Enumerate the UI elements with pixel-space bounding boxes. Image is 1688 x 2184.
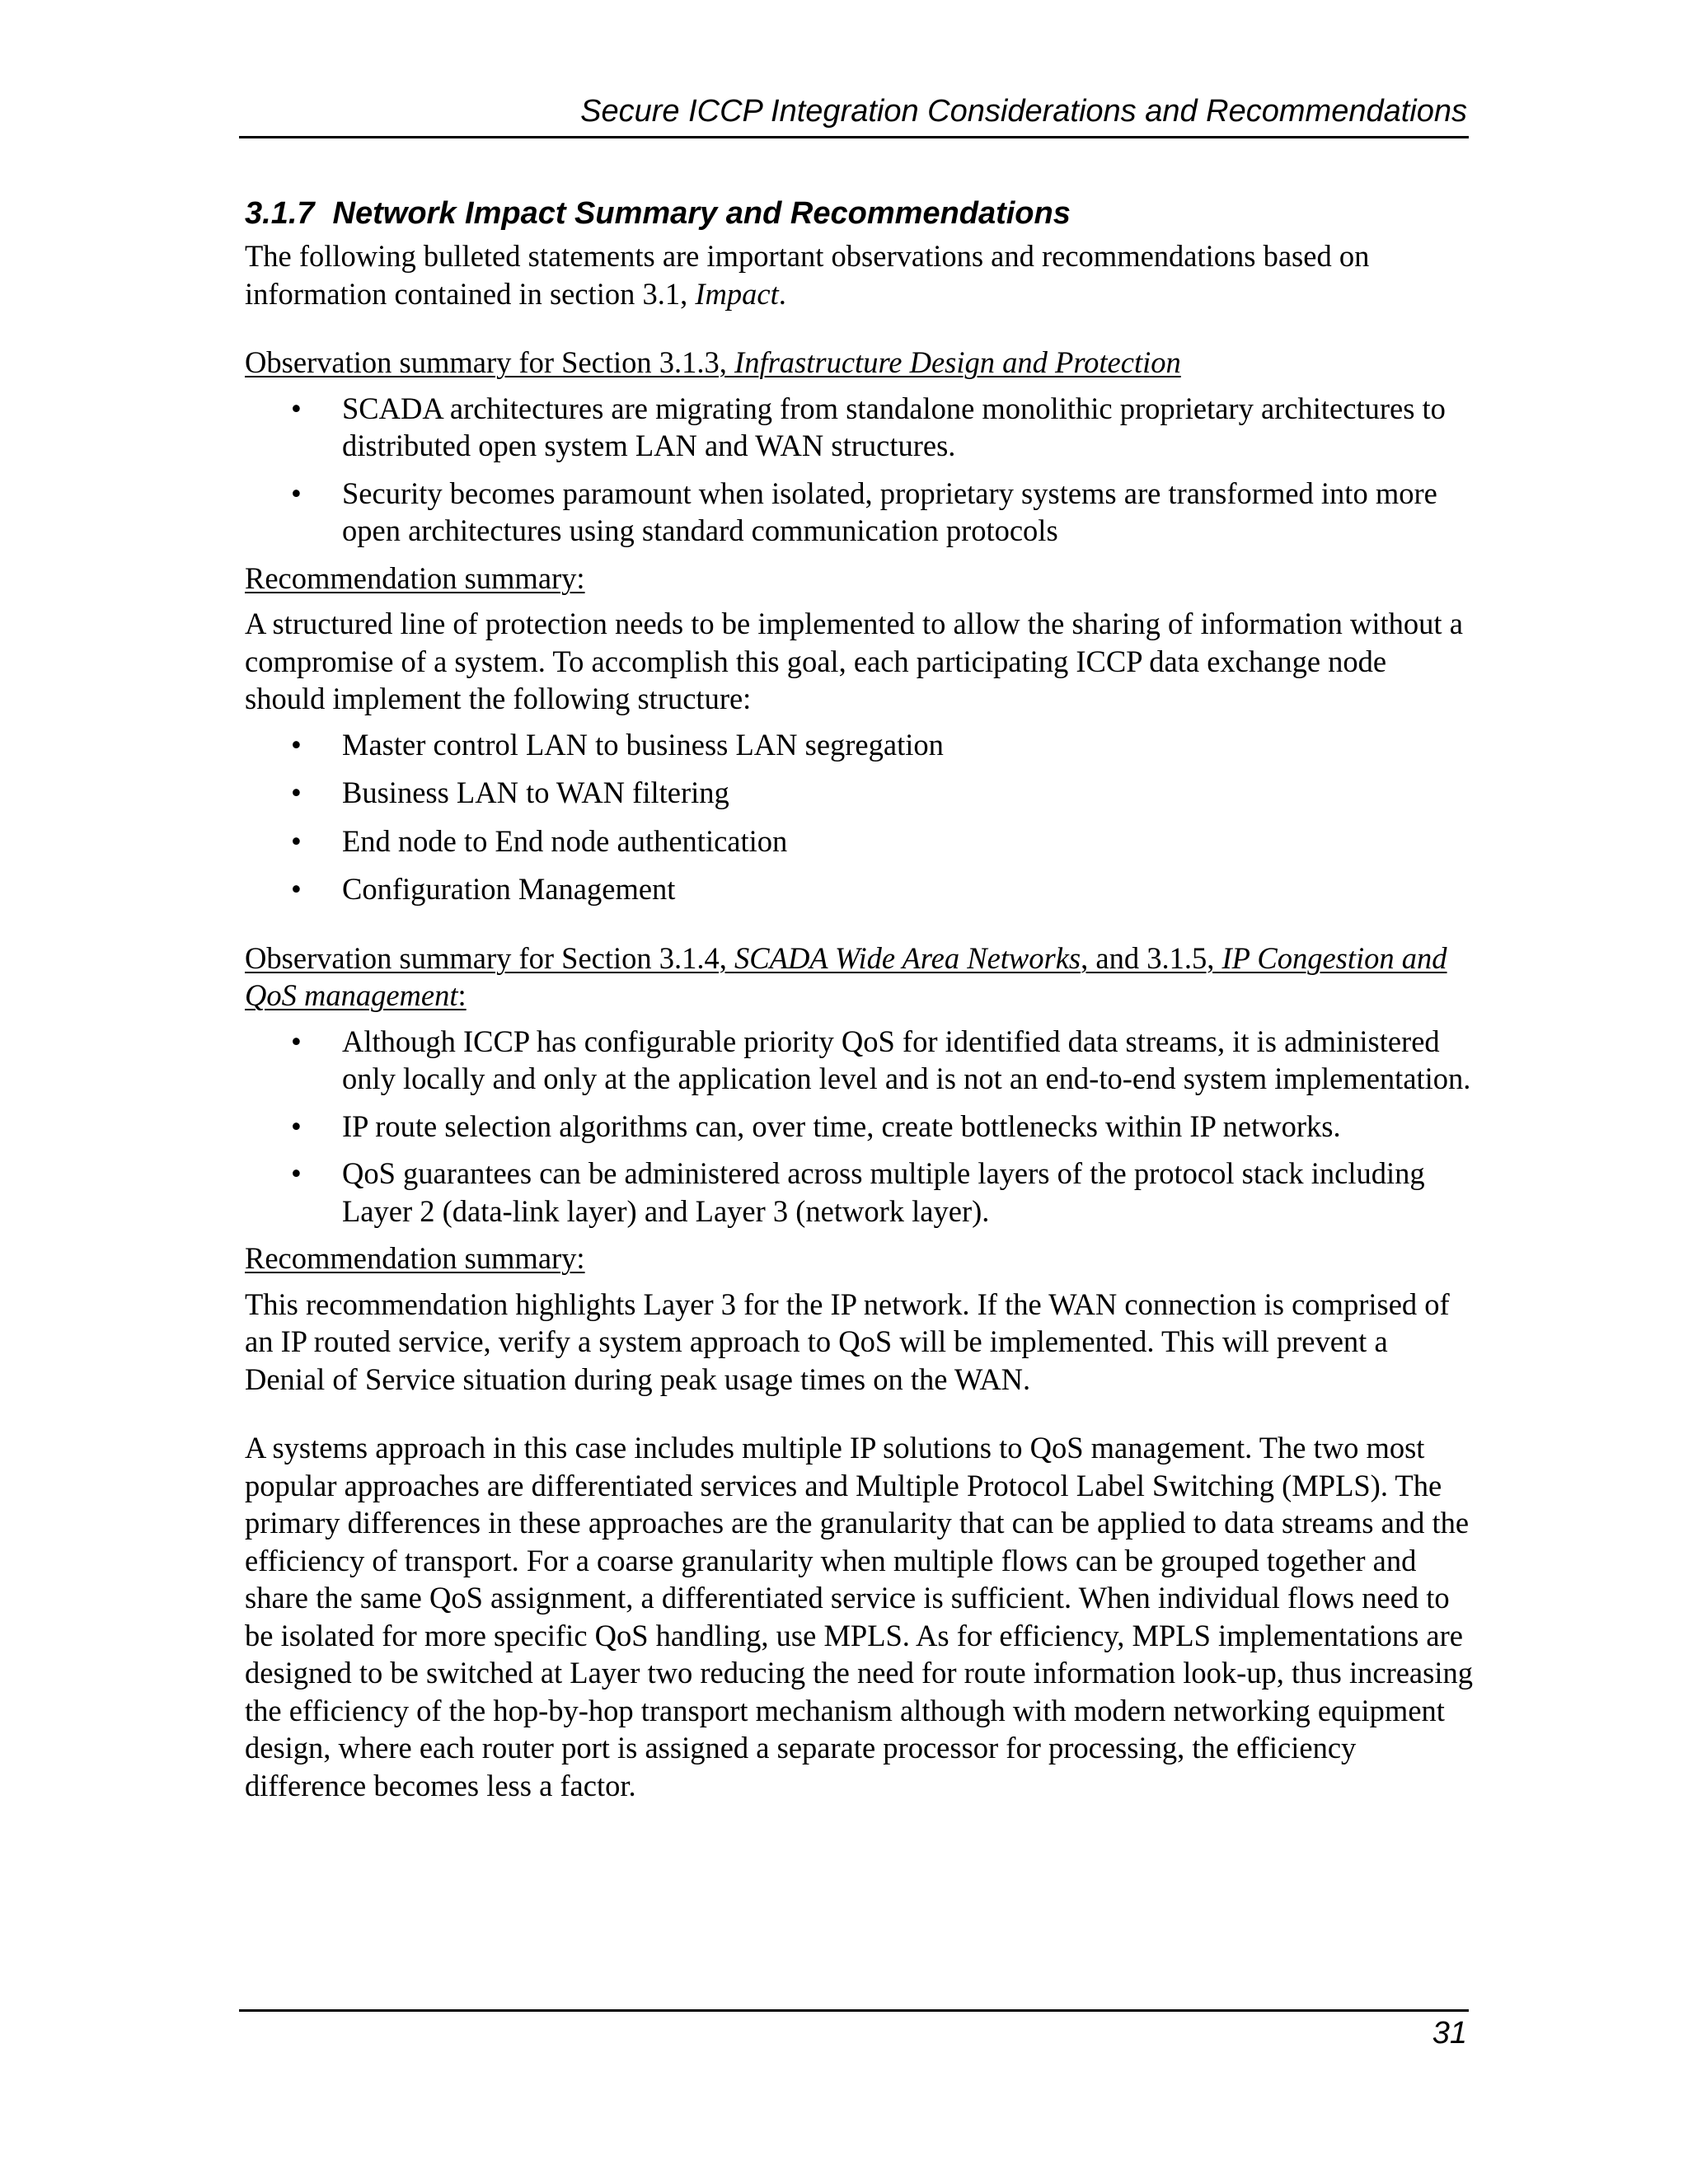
bullet-icon: • bbox=[291, 872, 302, 906]
list-item bbox=[245, 823, 1473, 860]
intro-paragraph bbox=[245, 237, 1473, 312]
list-item-text: IP route selection algorithms can, over time, create bottlenecks within IP networks. bbox=[342, 1108, 1341, 1143]
list-item-text: SCADA architectures are migrating from standalone monolithic proprietary architectures to distributed open system LAN and WAN structures. bbox=[342, 391, 1446, 462]
page-content bbox=[245, 194, 1473, 1804]
section-number: 3.1.7 bbox=[245, 196, 315, 231]
list-item-text: Business LAN to WAN filtering bbox=[342, 776, 729, 809]
obs2-bullet-list bbox=[245, 1023, 1473, 1230]
obs1-heading-prefix: Observation summary for Section 3.1.3, bbox=[245, 345, 735, 379]
list-item-text: Security becomes paramount when isolated, proprietary systems are transformed into more open architectures using standard communication protocols bbox=[342, 476, 1437, 547]
list-item bbox=[245, 1155, 1473, 1230]
obs1-bullet-list bbox=[245, 390, 1473, 550]
list-item bbox=[245, 870, 1473, 908]
obs1-heading bbox=[245, 344, 1473, 382]
section-heading bbox=[245, 194, 1473, 232]
rec2-heading: Recommendation summary: bbox=[245, 1241, 585, 1275]
bullet-icon: • bbox=[291, 776, 302, 809]
closing-paragraph: A systems approach in this case includes multiple IP solutions to QoS management. The two most popular approaches are differentiated services and Multiple Protocol Label Switching (MPLS). The primary differences in these approaches are the granularity that can be applied to data streams and the efficiency of transport. For a coarse granularity when multiple flows can be grouped together and share the same QoS assignment, a differentiated service is sufficient. When individual flows need to be isolated for more specific QoS handling, use MPLS. As for efficiency, MPLS implementations are designed to be switched at Layer two reducing the need for route information look-up, thus increasing the efficiency of the hop-by-hop transport mechanism although with modern networking equipment design, where each router port is assigned a separate processor for processing, the efficiency difference becomes less a factor. bbox=[245, 1431, 1473, 1802]
list-item-text: Configuration Management bbox=[342, 872, 676, 906]
bullet-icon: • bbox=[291, 727, 302, 762]
list-item bbox=[245, 1023, 1473, 1098]
bullet-icon: • bbox=[291, 823, 302, 858]
list-item bbox=[245, 475, 1473, 550]
list-item bbox=[245, 390, 1473, 465]
section-title: Network Impact Summary and Recommendations bbox=[332, 196, 1071, 231]
bullet-icon: • bbox=[291, 1108, 302, 1143]
bullet-icon: • bbox=[291, 1024, 302, 1058]
list-item-text: Master control LAN to business LAN segregation bbox=[342, 727, 944, 762]
list-item-text: Although ICCP has configurable priority QoS for identified data streams, it is administered only locally and only at the application level and is not an end-to-end system implementation. bbox=[342, 1024, 1471, 1095]
obs2-heading-mid: , and 3.1.5, bbox=[1081, 940, 1222, 975]
intro-period: . bbox=[778, 276, 786, 311]
rec2-paragraph: This recommendation highlights Layer 3 for the IP network. If the WAN connection is comprised of an IP routed service, verify a system approach to QoS will be implemented. This will prevent a Denial of Service situation during peak usage times on the WAN. bbox=[245, 1286, 1450, 1396]
list-item-text: QoS guarantees can be administered across multiple layers of the protocol stack including Layer 2 (data-link layer) and Layer 3 (network layer). bbox=[342, 1156, 1425, 1228]
rec1-bullet-list bbox=[245, 726, 1473, 908]
rec1-paragraph: A structured line of protection needs to be implemented to allow the sharing of information without a compromise of a system. To accomplish this goal, each participating ICCP data exchange node should implement the following structure: bbox=[245, 607, 1463, 715]
running-header: Secure ICCP Integration Considerations and Recommendations bbox=[580, 94, 1467, 129]
obs2-heading-italic-2: IP Congestion and QoS management bbox=[245, 940, 1447, 1012]
obs1-heading-italic: Infrastructure Design and Protection bbox=[734, 345, 1181, 379]
page-number: 31 bbox=[1432, 2016, 1467, 2050]
rec1-heading: Recommendation summary: bbox=[245, 560, 585, 595]
list-item-text: End node to End node authentication bbox=[342, 823, 788, 858]
intro-italic-ref: Impact bbox=[695, 276, 779, 311]
intro-text: The following bulleted statements are important observations and recommendations based on information contained in section 3.1, bbox=[245, 239, 1370, 311]
obs2-heading-italic-1: SCADA Wide Area Networks bbox=[734, 940, 1081, 975]
obs2-heading-suffix: : bbox=[457, 978, 467, 1012]
obs2-heading-prefix: Observation summary for Section 3.1.4, bbox=[245, 940, 735, 975]
bullet-icon: • bbox=[291, 476, 302, 510]
list-item bbox=[245, 1108, 1473, 1146]
footer-rule bbox=[239, 2009, 1469, 2012]
bullet-icon: • bbox=[291, 1156, 302, 1190]
obs2-heading bbox=[245, 940, 1473, 1015]
list-item bbox=[245, 774, 1473, 812]
list-item bbox=[245, 726, 1473, 764]
bullet-icon: • bbox=[291, 391, 302, 425]
header-rule bbox=[239, 136, 1469, 138]
